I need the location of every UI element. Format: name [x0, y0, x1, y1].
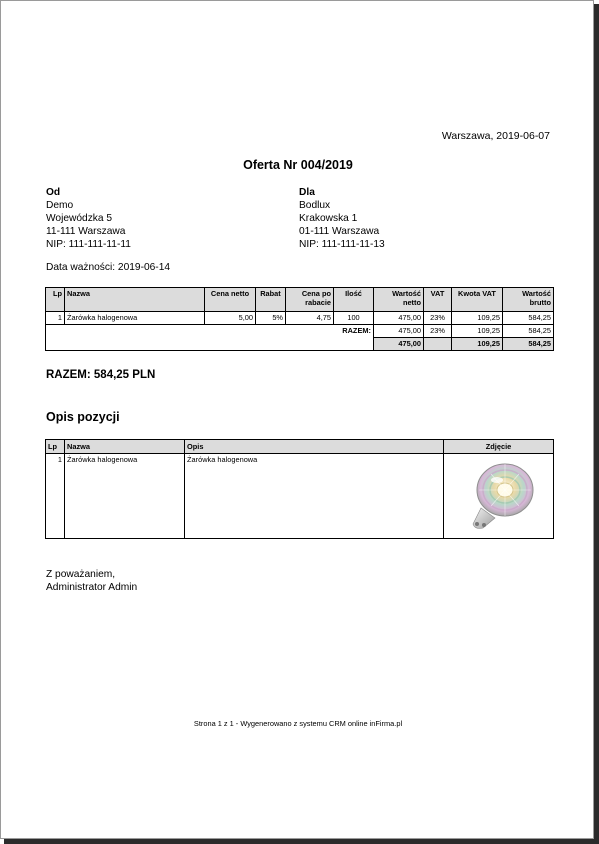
total-vat-empty	[424, 338, 452, 351]
validity-date: Data ważności: 2019-06-14	[46, 262, 171, 273]
halogen-bulb-icon	[461, 458, 537, 534]
description-title: Opis pozycji	[46, 410, 120, 424]
seller-street: Wojewódzka 5	[46, 213, 113, 224]
col-discount: Rabat	[256, 288, 286, 312]
seller-heading: Od	[46, 187, 61, 198]
subtotal-label: RAZEM:	[46, 325, 374, 351]
subtotal-vat: 23%	[424, 325, 452, 338]
col-quantity: Ilość	[334, 288, 374, 312]
desc-col-description: Opis	[185, 440, 444, 454]
buyer-street: Krakowska 1	[299, 213, 358, 224]
desc-cell-description: Żarówka halogenowa	[185, 454, 444, 539]
col-vat-amount: Kwota VAT	[452, 288, 503, 312]
desc-cell-lp: 1	[46, 454, 65, 539]
seller-block	[46, 186, 131, 251]
col-net-price: Cena netto	[205, 288, 256, 312]
total-gross-value: 584,25	[503, 338, 554, 351]
page-shadow-right	[594, 4, 599, 844]
page-shadow-bottom	[4, 839, 599, 844]
desc-col-photo: Zdjęcie	[444, 440, 554, 454]
cell-price-after-discount: 4,75	[286, 312, 334, 325]
subtotal-gross-value: 584,25	[503, 325, 554, 338]
cell-discount: 5%	[256, 312, 286, 325]
cell-net-price: 5,00	[205, 312, 256, 325]
cell-name: Żarówka halogenowa	[65, 312, 205, 325]
closing-block	[46, 568, 137, 594]
desc-col-lp: Lp	[46, 440, 65, 454]
cell-vat-amount: 109,25	[452, 312, 503, 325]
subtotal-vat-amount: 109,25	[452, 325, 503, 338]
subtotal-row	[46, 325, 554, 338]
col-price-after-discount: Cena po rabacie	[286, 288, 334, 312]
items-header-row	[46, 288, 554, 312]
table-row	[46, 454, 554, 539]
buyer-heading: Dla	[299, 187, 315, 198]
col-net-value: Wartość netto	[374, 288, 424, 312]
subtotal-net-value: 475,00	[374, 325, 424, 338]
page-footer: Strona 1 z 1 - Wygenerowano z systemu CRM online inFirma.pl	[193, 719, 403, 728]
items-table	[45, 287, 554, 351]
cell-quantity: 100	[334, 312, 374, 325]
cell-vat: 23%	[424, 312, 452, 325]
buyer-city: 01-111 Warszawa	[299, 226, 380, 237]
seller-nip: NIP: 111-111-11-11	[46, 239, 131, 250]
place-date: Warszawa, 2019-06-07	[441, 130, 550, 142]
col-vat: VAT	[424, 288, 452, 312]
buyer-nip: NIP: 111-111-11-13	[299, 239, 385, 250]
document-title: Oferta Nr 004/2019	[243, 158, 353, 172]
cell-gross-value: 584,25	[503, 312, 554, 325]
grand-total: RAZEM: 584,25 PLN	[46, 369, 156, 381]
col-lp: Lp	[46, 288, 65, 312]
description-header-row	[46, 440, 554, 454]
desc-cell-name: Żarówka halogenowa	[65, 454, 185, 539]
col-name: Nazwa	[65, 288, 205, 312]
cell-lp: 1	[46, 312, 65, 325]
desc-col-name: Nazwa	[65, 440, 185, 454]
description-table	[45, 439, 554, 539]
buyer-block	[299, 186, 385, 251]
closing-signature: Administrator Admin	[46, 582, 138, 593]
total-vat-amount: 109,25	[452, 338, 503, 351]
cell-net-value: 475,00	[374, 312, 424, 325]
table-row	[46, 312, 554, 325]
col-gross-value: Wartość brutto	[503, 288, 554, 312]
seller-name: Demo	[46, 200, 74, 211]
closing-greeting: Z poważaniem,	[46, 569, 116, 580]
total-net-value: 475,00	[374, 338, 424, 351]
desc-cell-photo	[444, 454, 554, 539]
seller-city: 11-111 Warszawa	[46, 226, 126, 237]
buyer-name: Bodlux	[299, 200, 331, 211]
